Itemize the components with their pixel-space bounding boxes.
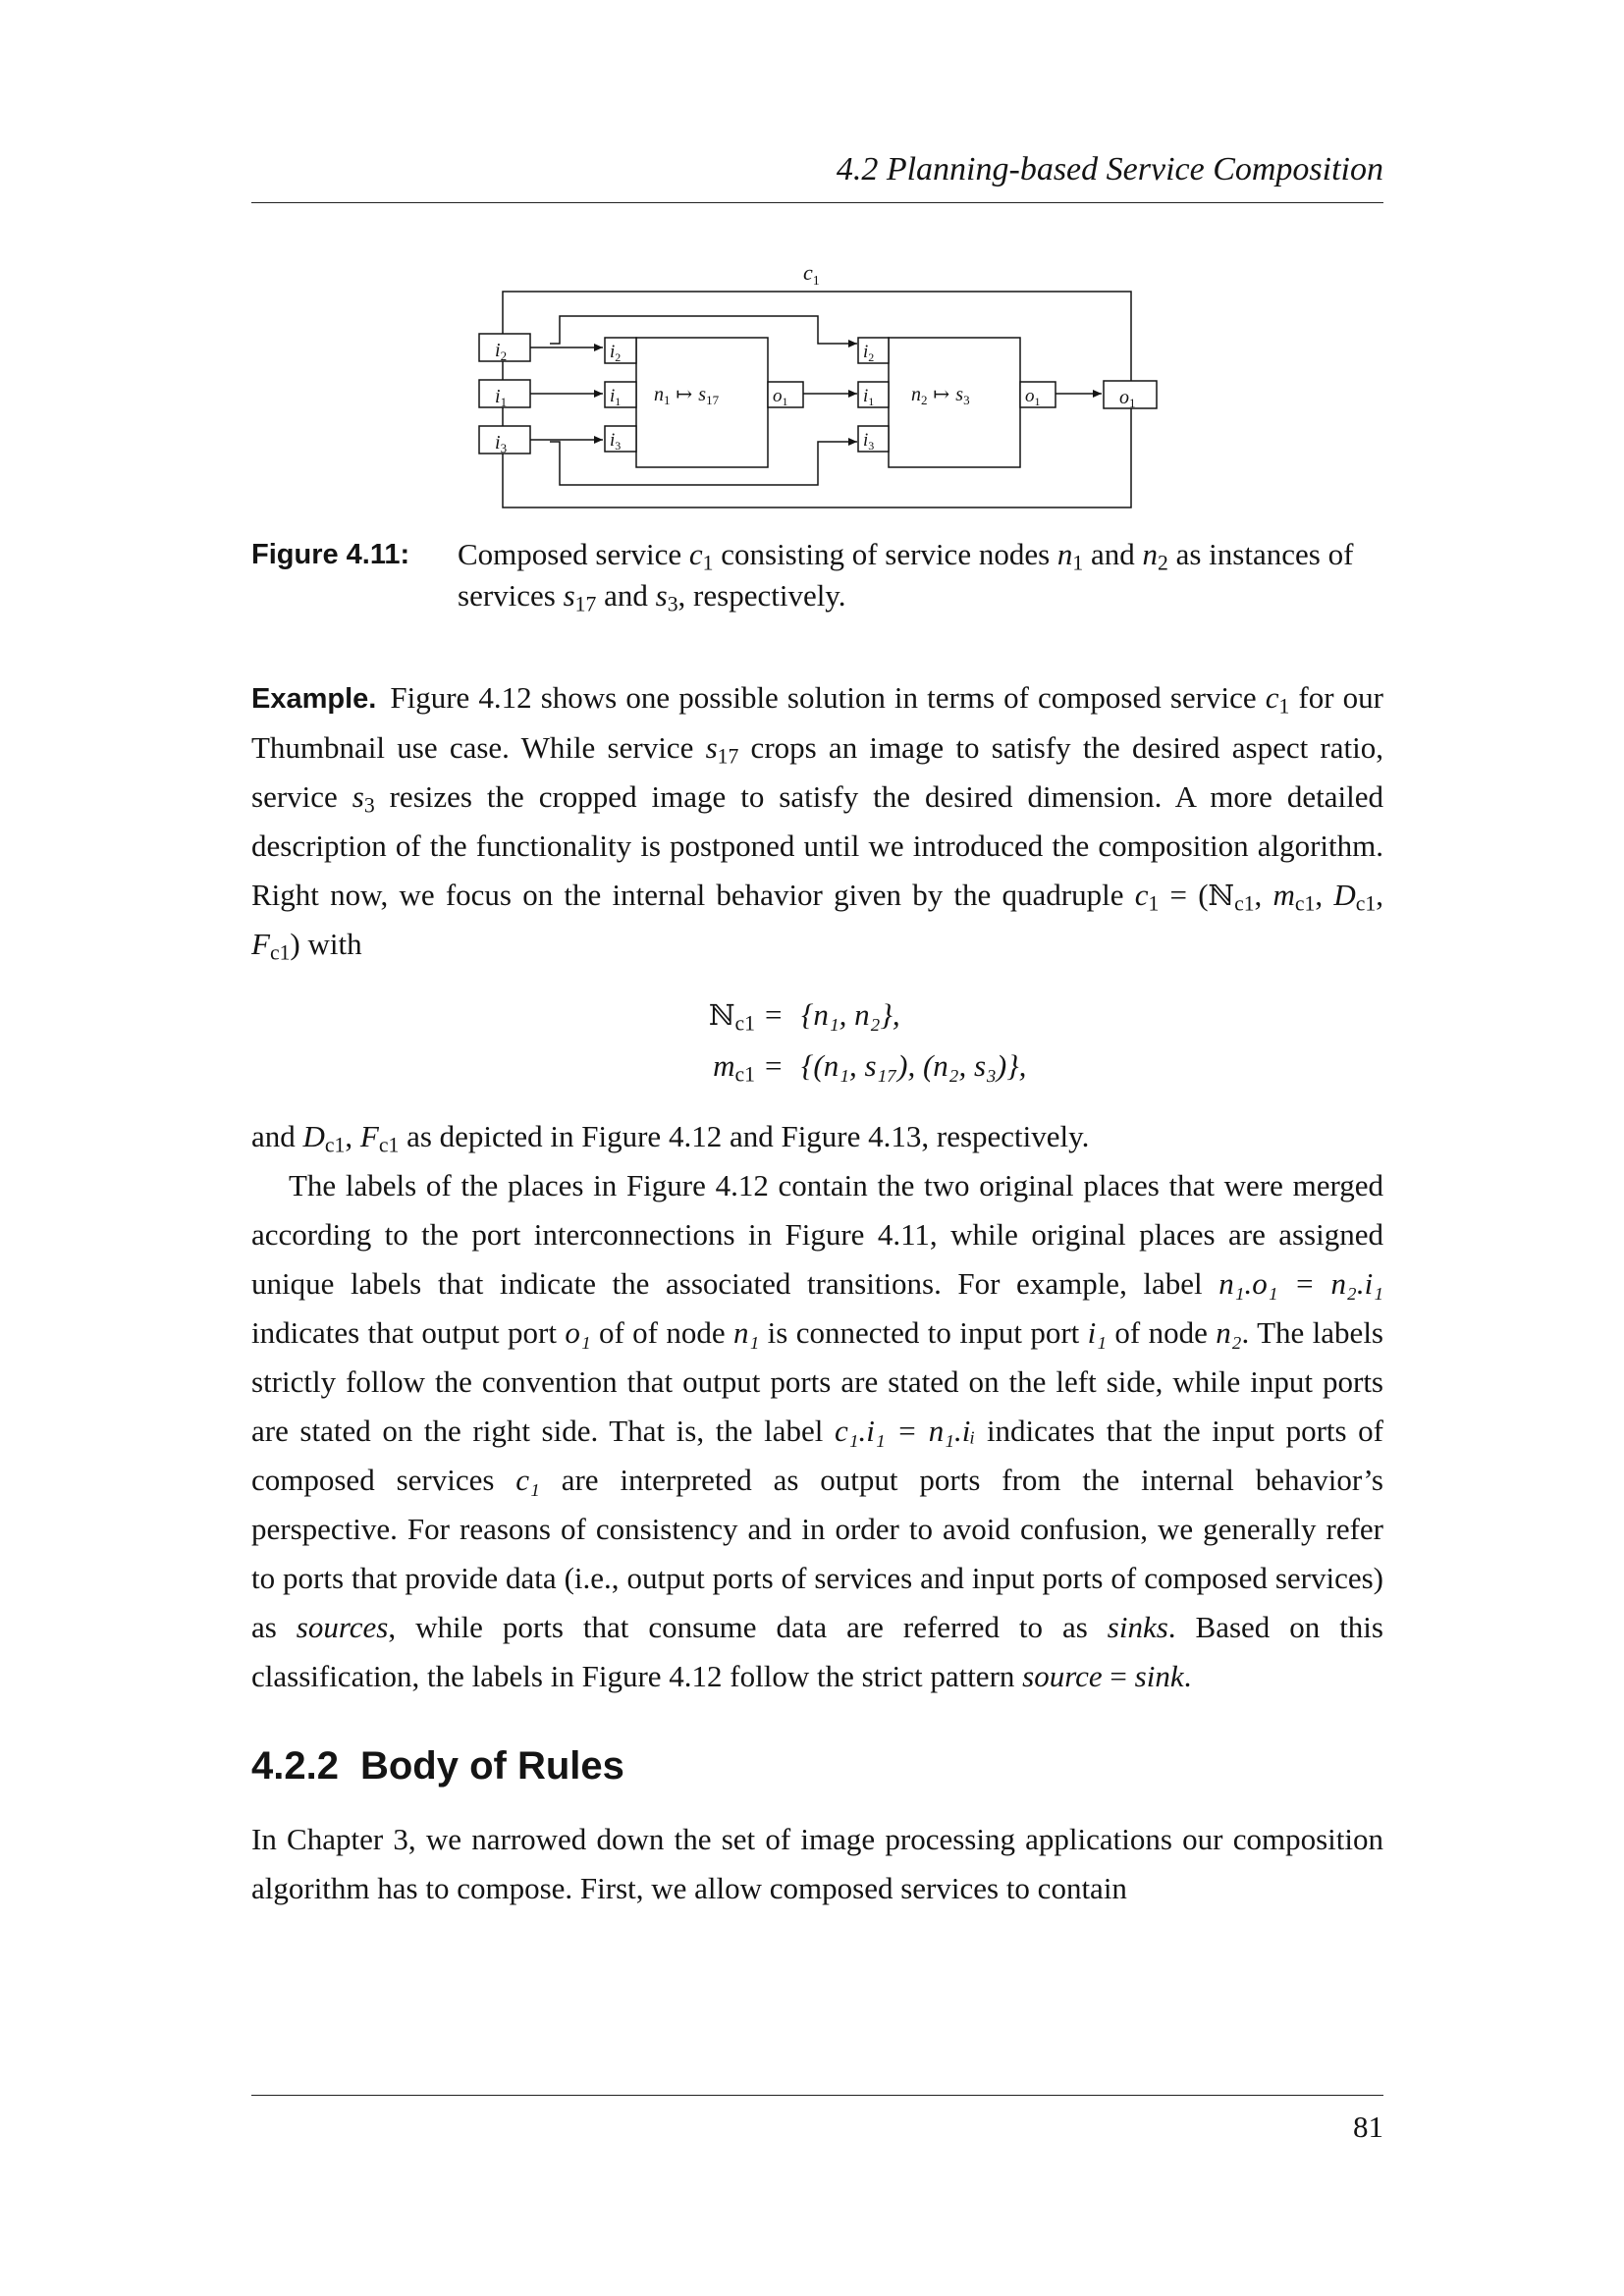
caption-text: Composed service $c_1$ consisting of service nodes $n_1$ and $n_2$ as instances of services $s_{17}$ and $s_3$, respectively.: [458, 537, 1354, 616]
n2-input-i2-label: $i_2$: [863, 342, 875, 364]
n2-output-o1-label: $o_1$: [1025, 386, 1041, 408]
equation-row-N: ℕ$_{c1}$ = {n₁, n₂},: [709, 997, 900, 1036]
main-body-text: [251, 673, 1383, 1913]
figure-caption: [251, 534, 1383, 616]
caption-label: Figure 4.11:: [251, 539, 410, 570]
page-footer: [251, 2095, 1383, 2144]
n2-input-i3-label: $i_3$: [863, 430, 875, 453]
page-number: 81: [1353, 2109, 1383, 2144]
outer-input-i3-label: $i_3$: [495, 432, 508, 455]
figure-4-11-diagram: [461, 257, 1168, 522]
composed-service-label: $c_1$: [803, 260, 820, 289]
n1-input-i3-label: $i_3$: [610, 430, 622, 453]
n1-input-i2-label: $i_2$: [610, 342, 622, 364]
n1-output-o1-label: $o_1$: [773, 386, 788, 408]
after-equation-paragraph: and $D_{c1}$, $F_{c1}$ as depicted in Figure 4.12 and Figure 4.13, respectively.: [251, 1119, 1090, 1157]
composition-diagram: [461, 257, 1168, 522]
running-header: [251, 147, 1383, 203]
n1-input-i1-label: $i_1$: [610, 386, 622, 408]
node-n2-label: $n_2$ ↦ $s_3$: [911, 384, 970, 407]
equation-block: [251, 990, 1383, 1093]
section-heading: [251, 1738, 1383, 1793]
n2-input-i1-label: $i_1$: [863, 386, 875, 408]
example-label: Example.: [251, 683, 377, 715]
section-title: Body of Rules: [359, 1744, 624, 1788]
body-of-rules-paragraph: In Chapter 3, we narrowed down the set of image processing applications our composition algorithm has to compose. First, we allow composed services to contain: [251, 1822, 1383, 1905]
example-paragraph: Example. Figure 4.12 shows one possible solution in terms of composed service $c_1$ for our Thumbnail use case. While service $s_{17}$ crops an image to satisfy the desired aspect ratio, service $s_3$ resizes the cropped image to satisfy the desired dimension. A more detailed description of the functionality is postponed until we introduced the composition algorithm. Right now, we focus on the internal behavior given by the quadruple $c_1$ = (ℕ$_{c1}$, $m_{c1}$, $D_{c1}$, $F_{c1}$) with: [251, 680, 1384, 965]
section-number: 4.2.2: [251, 1744, 339, 1788]
outer-input-i1-label: $i_1$: [495, 386, 508, 409]
outer-output-o1-label: $o_1$: [1119, 387, 1136, 410]
labels-paragraph: The labels of the places in Figure 4.12 contain the two original places that were merged according to the port interconnections in Figure 4.11, while original places are assigned unique labels that indicate the associated transitions. For example, label n₁.o₁ = n₂.i₁ indicates that output port o₁ of of node n₁ is connected to input port i₁ of node n₂. The labels strictly follow the convention that output ports are stated on the left side, while input ports are stated on the right side. That is, the label c₁.i₁ = n₁.iᵢ indicates that the input ports of composed services c₁ are interpreted as output ports from the internal behavior’s perspective. For reasons of consistency and in order to avoid confusion, we generally refer to ports that provide data (i.e., output ports of services and input ports of composed services) as sources, while ports that consume data are referred to as sinks. Based on this classification, the labels in Figure 4.12 follow the strict pattern source = sink.: [251, 1168, 1383, 1693]
node-n2-box: [889, 338, 1020, 467]
running-title: 4.2 Planning-based Service Composition: [836, 151, 1383, 187]
equation-row-m: $m_{c1}$ = {(n₁, s₁₇), (n₂, s₃)},: [713, 1048, 1027, 1087]
node-n1-label: $n_1$ ↦ $s_{17}$: [654, 384, 720, 407]
outer-input-i2-label: $i_2$: [495, 340, 508, 363]
